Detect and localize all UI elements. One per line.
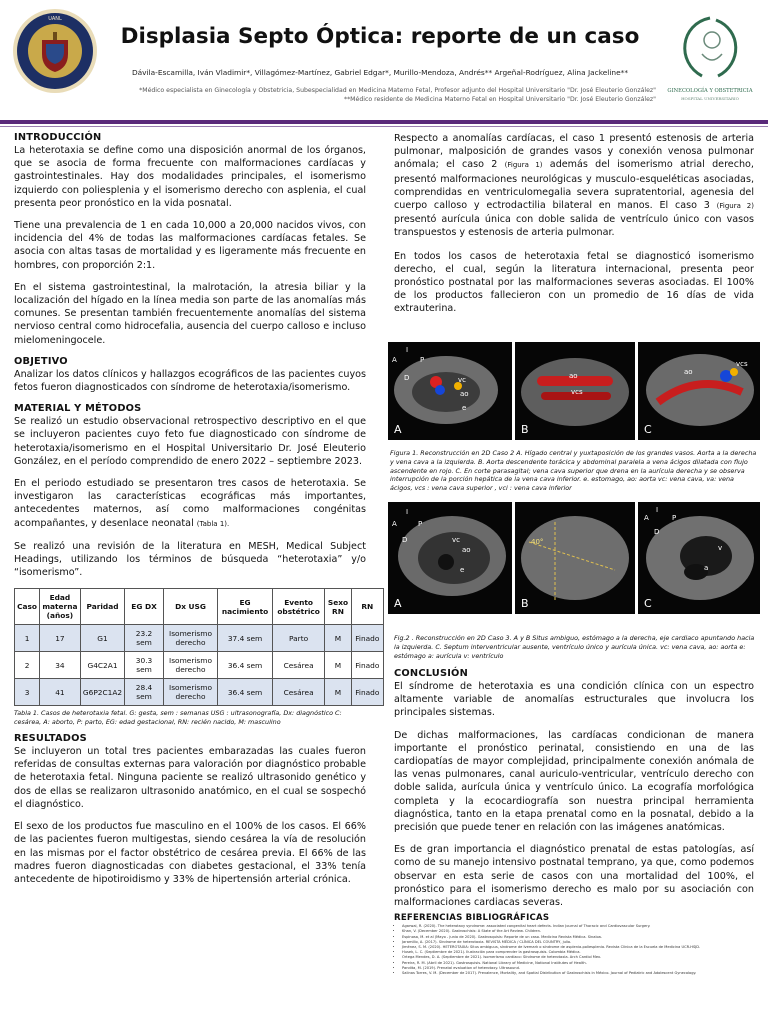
table-cell: 41: [40, 679, 81, 706]
marker: ao: [460, 390, 469, 398]
university-seal-icon: [12, 8, 98, 94]
marker: I: [406, 508, 409, 516]
intro-paragraph-3: En el sistema gastrointestinal, la malrotación, la atresia biliar y la localización del hígado en la línea media son parte de las anomalías más comunes. Se presentan también frecuentemente anomalías del sistema nervioso central como hidrocefalia, ausencia del cuerpo calloso e incluso mielomeningocele.: [14, 281, 366, 346]
conclusion-heading: CONCLUSIÓN: [394, 668, 468, 679]
right-column: [394, 132, 754, 325]
figure-2-panel-b: [515, 502, 635, 614]
table-row: [15, 625, 384, 652]
ultrasound-image: [515, 502, 635, 614]
panel-label: B: [521, 597, 529, 610]
table-cell: Isomerismo derecho: [163, 652, 218, 679]
svg-text:UANL: UANL: [48, 16, 62, 22]
left-column: [14, 132, 380, 895]
table-cell: Finado: [351, 625, 383, 652]
table-cell: 23.2 sem: [125, 625, 163, 652]
ultrasound-image: [638, 502, 760, 614]
panel-label: A: [394, 597, 402, 610]
header-divider: [0, 120, 768, 124]
table-header: Evento obstétrico: [272, 589, 325, 625]
table-cell: Cesárea: [272, 652, 325, 679]
objective-heading: OBJETIVO: [14, 355, 68, 367]
marker: vcs: [571, 388, 583, 396]
methods-paragraph-2-text: En el periodo estudiado se presentaron tres casos de heterotaxia. Se investigaron las características ecográficas más importantes, antecedentes maternos, así como malformaciones congénitas acompañantes, y desenlace neonatal: [14, 478, 366, 529]
affiliation-2: **Médico residente de Medicina Materno Fetal en Hospital Universitario "Dr. José Eleuterio González": [343, 96, 656, 103]
figure-2-panel-c: [638, 502, 760, 614]
marker: a: [704, 564, 709, 572]
table-cell: M: [325, 625, 351, 652]
methods-paragraph-2: [14, 477, 366, 531]
objective-paragraph: Analizar los datos clínicos y hallazgos ecográficos de las pacientes cuyos fetos fueron diagnosticados con síndrome de heterotaxia/isomerismo.: [14, 368, 366, 394]
references-list: [394, 924, 754, 976]
references-heading: REFERENCIAS BIBLIOGRÁFICAS: [394, 913, 550, 924]
gynecology-logo-icon: [662, 10, 758, 108]
list-item: • Husek, L. C. (Septiembre de 2021). Ilustración para comprender la gastrosquisis. Colombia Médica.: [402, 950, 754, 955]
table-cell: M: [325, 652, 351, 679]
table-cell: 36.4 sem: [218, 679, 273, 706]
table-cell: 3: [15, 679, 40, 706]
figure-1: [388, 342, 760, 440]
figure-2: [388, 502, 760, 614]
marker: A: [392, 356, 397, 364]
intro-heading: INTRODUCCIÓN: [14, 132, 102, 143]
table-cell: Isomerismo derecho: [163, 679, 218, 706]
marker: D: [654, 528, 660, 536]
intro-paragraph-1: La heterotaxia se define como una disposición anormal de los órganos, que se asocia de forma frecuente con malformaciones cardíacas y gastrointestinales. Hay dos modalidades principales, el isomerismo izquierdo con poliesplenia y el isomerismo derecho con asplenia, el cual presenta peor pronóstico en la vida posnatal.: [14, 145, 366, 209]
marker: vc: [458, 376, 466, 384]
intro-paragraph-2: Tiene una prevalencia de 1 en cada 10,000 a 20,000 nacidos vivos, con incidencia del 4% de todas las malformaciones cardíacas fetales. Se asocia con altas tasas de mortalidad y es ligeramente más frecuente en hombres, con proporción 2:1.: [14, 220, 366, 271]
table-cell: M: [325, 679, 351, 706]
table-header: Paridad: [80, 589, 125, 625]
panel-label: B: [521, 423, 529, 436]
affiliation-1: *Médico especialista en Ginecología y Obstetricia, Subespecialidad en Medicina Materno Fetal, Profesor adjunto del Hospital Universitario "Dr. José Eleuterio González": [139, 87, 656, 94]
panel-label: C: [644, 423, 652, 436]
marker: vc: [452, 536, 460, 544]
list-item: • Pereira, R. M. (Abril de 2021). Gastrosquisis. National Library of Medicine, National Institutes of Health.: [402, 961, 754, 966]
table-ref: (Tabla 1).: [196, 519, 230, 528]
table-header: Dx USG: [163, 589, 218, 625]
marker: ao: [684, 368, 693, 376]
figure-2-ref: (Figura 2): [716, 202, 754, 211]
table-header: EG nacimiento: [218, 589, 273, 625]
table-header: Edad materna (años): [40, 589, 81, 625]
table-row: [15, 652, 384, 679]
marker: v: [718, 544, 723, 552]
cardiac-text-c: presentó aurícula única con doble salida de ventrículo único con vasos transpuestos y estenosis de arteria pulmonar.: [394, 214, 754, 239]
list-item: • Khan, V. (December 2020). Gastroschisis: A State of the Art Review. Children.: [402, 929, 754, 934]
list-item: • Ortega Mendes, D. A. (Septiembre de 2021). Isomerísmo cardíaco: Síndrome de heterotaxia. Arch Cardiol Mex.: [402, 955, 754, 960]
marker: P: [418, 520, 423, 528]
marker: 40°: [531, 538, 544, 546]
table-cell: 36.4 sem: [218, 652, 273, 679]
table-cell: 17: [40, 625, 81, 652]
ultrasound-image: [388, 342, 512, 440]
table-cell: Finado: [351, 652, 383, 679]
logo-right-text: GINECOLOGÍA Y OBSTETRICIA: [667, 88, 753, 94]
figure-1-caption: Figura 1. Reconstrucción en 2D Caso 2 A. Hígado central y yuxtaposición de los grandes vasos. Aorta a la derecha y vena cava a la izquierda. B. Aorta descendente torácica y abdominal paralela a vena ácigos dilatada con flujo ascendente en rojo. C. En corte parasagital; vena cava superior que drena en la aurícula derecha y se observa interrupción de la porción hepática de la vena cava inferior. e. estomago, ao: aorta vc: vena cava, va: vena ácigos, vcs : vena cava superior , vci : vena cava inferior: [390, 449, 757, 493]
list-item: • Espinosa, M. et al (Mayo - junio de 2020). Gastrosquisis: Reporte de un caso. Medicina Revista Médica. Sinaloa.: [402, 935, 754, 940]
marker: e: [460, 566, 465, 574]
logo-right-sub: HOSPITAL UNIVERSITARIO: [681, 96, 739, 101]
list-item: • Jaramillo, A. (2017). Síndrome de heterotaxia. REVISTA MÉDICA / CLÍNICA DEL COUNTRY, julio.: [402, 940, 754, 945]
table-header: Sexo RN: [325, 589, 351, 625]
marker: vcs: [736, 360, 748, 368]
list-item: • Agarwal, R. (2020). The heterotaxy syndrome: associated congenital heart defects. Indian Journal of Thoracic and Cardiovascular Surgery.: [402, 924, 754, 929]
figure-2-caption: Fig.2 . Reconstrucción en 2D Caso 3. A y B Situs ambiguo, estómago a la derecha, eje cardiaco apuntando hacia la izquierda. C. Septum interventricular ausente, ventrículo único y aurícula única. vc: vena cava, ao: aorta e: estómago a: aurícula v: ventrículo: [394, 634, 755, 660]
results-paragraph-2: El sexo de los productos fue masculino en el 100% de los casos. El 66% de las pacientes fueron multigestas, siendo cesárea la vía de resolución en las mismas por el factor obstétrico de cesárea previa. El 66% de las madres fueron diagnosticadas con diabetes gestacional, el 33% tenía antecedente de hipotiroidismo y 33% de hipertensión arterial crónica.: [14, 821, 366, 885]
figure-1-panel-a: [388, 342, 512, 440]
results-paragraph-1: Se incluyeron un total tres pacientes embarazadas las cuales fueron referidas de consultas externas para valoración por diagnóstico probable de heterotaxia fetal. Ninguna paciente se realizó ultrasonido genético y dos de ellas se realizaron ultrasonido anatómico, en el cual se sospechó el diagnóstico.: [14, 746, 366, 810]
table-cell: 1: [15, 625, 40, 652]
table-cell: G4C2A1: [80, 652, 125, 679]
methods-paragraph-3: Se realizó una revisión de la literatura en MESH, Medical Subject Headings, utilizando los términos de búsqueda “heterotaxia” y/o “isomerismo”.: [14, 540, 366, 579]
table-header: RN: [351, 589, 383, 625]
marker: D: [404, 374, 410, 382]
methods-heading: MATERIAL Y MÉTODOS: [14, 403, 142, 415]
table-cell: 37.4 sem: [218, 625, 273, 652]
ultrasound-image: [388, 502, 512, 614]
marker: ao: [462, 546, 471, 554]
author-list: Dávila-Escamilla, Iván Vladimir*, Villagómez-Martínez, Gabriel Edgar*, Murillo-Mendoza, Andrés** Argeñal-Rodríguez, Alina Jackeline**: [131, 68, 629, 77]
conclusion-section: [394, 668, 754, 976]
table-cell: G6P2C1A2: [80, 679, 125, 706]
table-header-row: [15, 589, 384, 625]
figure-1-ref: (Figura 1): [504, 161, 543, 170]
marker: I: [406, 346, 409, 354]
table-cell: Parto: [272, 625, 325, 652]
table-cell: Cesárea: [272, 679, 325, 706]
marker: P: [420, 356, 425, 364]
table-header: EG DX: [125, 589, 163, 625]
table-caption: Tabla 1. Casos de heterotaxia fetal. G: gesta, sem : semanas USG : ultrasonografía, Dx: diagnóstico C: cesárea, A: aborto, P: parto, EG: edad gestacional, RN: recién nacido, M: masculino: [14, 709, 342, 727]
marker: A: [392, 520, 397, 528]
table-row: [15, 679, 384, 706]
figure-1-panel-b: [515, 342, 635, 440]
table-cell: Isomerismo derecho: [163, 625, 218, 652]
list-item: • Jiménez, S. M. (2020). HETEROTAXIA: Situs ambiguus, síndrome de Ivemark o síndrome de asplenia-poliesplenia. Revista Clínica de la Escuela de Medicina UCR-HSJD.: [402, 945, 754, 950]
methods-paragraph-1: Se realizó un estudio observacional retrospectivo descriptivo en el que se incluyeron pacientes cuyo feto fue diagnosticado con síndrome de heterotaxia/isomerismo en el Hospital Universitario Dr. José Eleuterio González, en el período comprendido de enero 2022 – septiembre 2023.: [14, 416, 366, 467]
header-divider-thin: [0, 126, 768, 127]
conclusion-paragraph-2: De dichas malformaciones, las cardíacas condicionan de manera importante el pronóstico perinatal, consistiendo en una de las cardiopatías de mayor complejidad, principalmente conexión anómala de las venas pulmonares, canal auriculo-ventricular, ventrículo derecho con doble salida, aurícula única y ventrículo único. La ecografía morfológica completa y la ecocardiografía son nuestra principal herramienta diagnóstica, tanto en la etapa prenatal como en la posnatal, debido a la precisión que puede tener en relación con las imágenes anatómicas.: [394, 729, 754, 834]
prognosis-paragraph: En todos los casos de heterotaxia fetal se diagnosticó isomerismo derecho, el cual, según la literatura internacional, presenta peor pronóstico postnatal por las malformaciones severas asociadas. El 100% de los productos fallecieron con un promedio de 16 días de vida extrauterina.: [394, 250, 754, 315]
panel-label: A: [394, 423, 402, 436]
conclusion-paragraph-3: Es de gran importancia el diagnóstico prenatal de estas patologías, así como de su manejo intensivo postnatal temprano, ya que, como podemos observar en esta serie de casos con una mortalidad del 100%, el pronóstico para el isomerismo derecho es malo por su asociación con malformaciones cardiacas severas.: [394, 844, 754, 909]
table-cell: G1: [80, 625, 125, 652]
poster-header: [0, 0, 768, 118]
figure-1-panel-c: [638, 342, 760, 440]
table-cell: 2: [15, 652, 40, 679]
table-cell: 30.3 sem: [125, 652, 163, 679]
table-header: Caso: [15, 589, 40, 625]
ultrasound-image: [638, 342, 760, 440]
results-heading: RESULTADOS: [14, 733, 87, 745]
marker: D: [402, 536, 408, 544]
table-cell: Finado: [351, 679, 383, 706]
cases-table: [14, 588, 384, 706]
list-item: • Salinas Torres, V. M. (December de 2017). Prevalence, Mortality, and Spatial Distribution of Gastroschisis in México. Journal of Pediatric and Adolescent Gynecology.: [402, 971, 754, 976]
marker: P: [672, 514, 677, 522]
table-cell: 28.4 sem: [125, 679, 163, 706]
poster-title: Displasia Septo Óptica: reporte de un caso: [120, 24, 640, 49]
cardiac-text-a: Respecto a anomalías cardíacas, el caso 1 presentó estenosis de arteria pulmonar, malposición de grandes vasos y conexión venosa pulmonar anómala; el caso 2: [394, 133, 754, 171]
cardiac-text-b: además del isomerismo atrial derecho, presentó malformaciones neurológicas y musculo-esqueléticas asociadas, comprendidas en ventriculomegalia severa supratentorial, agenesia del cuerpo calloso y ectrodactilia bilateral en manos. El caso 3: [394, 159, 754, 212]
panel-label: C: [644, 597, 652, 610]
table-cell: 34: [40, 652, 81, 679]
marker: I: [656, 506, 659, 514]
conclusion-paragraph-1: El síndrome de heterotaxia es una condición clínica con un espectro altamente variable de anomalías estructurales que involucra los principales sistemas.: [394, 681, 754, 719]
marker: A: [644, 514, 649, 522]
marker: ao: [569, 372, 578, 380]
marker: e: [462, 404, 467, 412]
cardiac-paragraph: [394, 132, 754, 240]
list-item: • Pandita, M. (2019). Prenatal evaluation of heterotaxy. Ultrasound.: [402, 966, 754, 971]
figure-2-panel-a: [388, 502, 512, 614]
